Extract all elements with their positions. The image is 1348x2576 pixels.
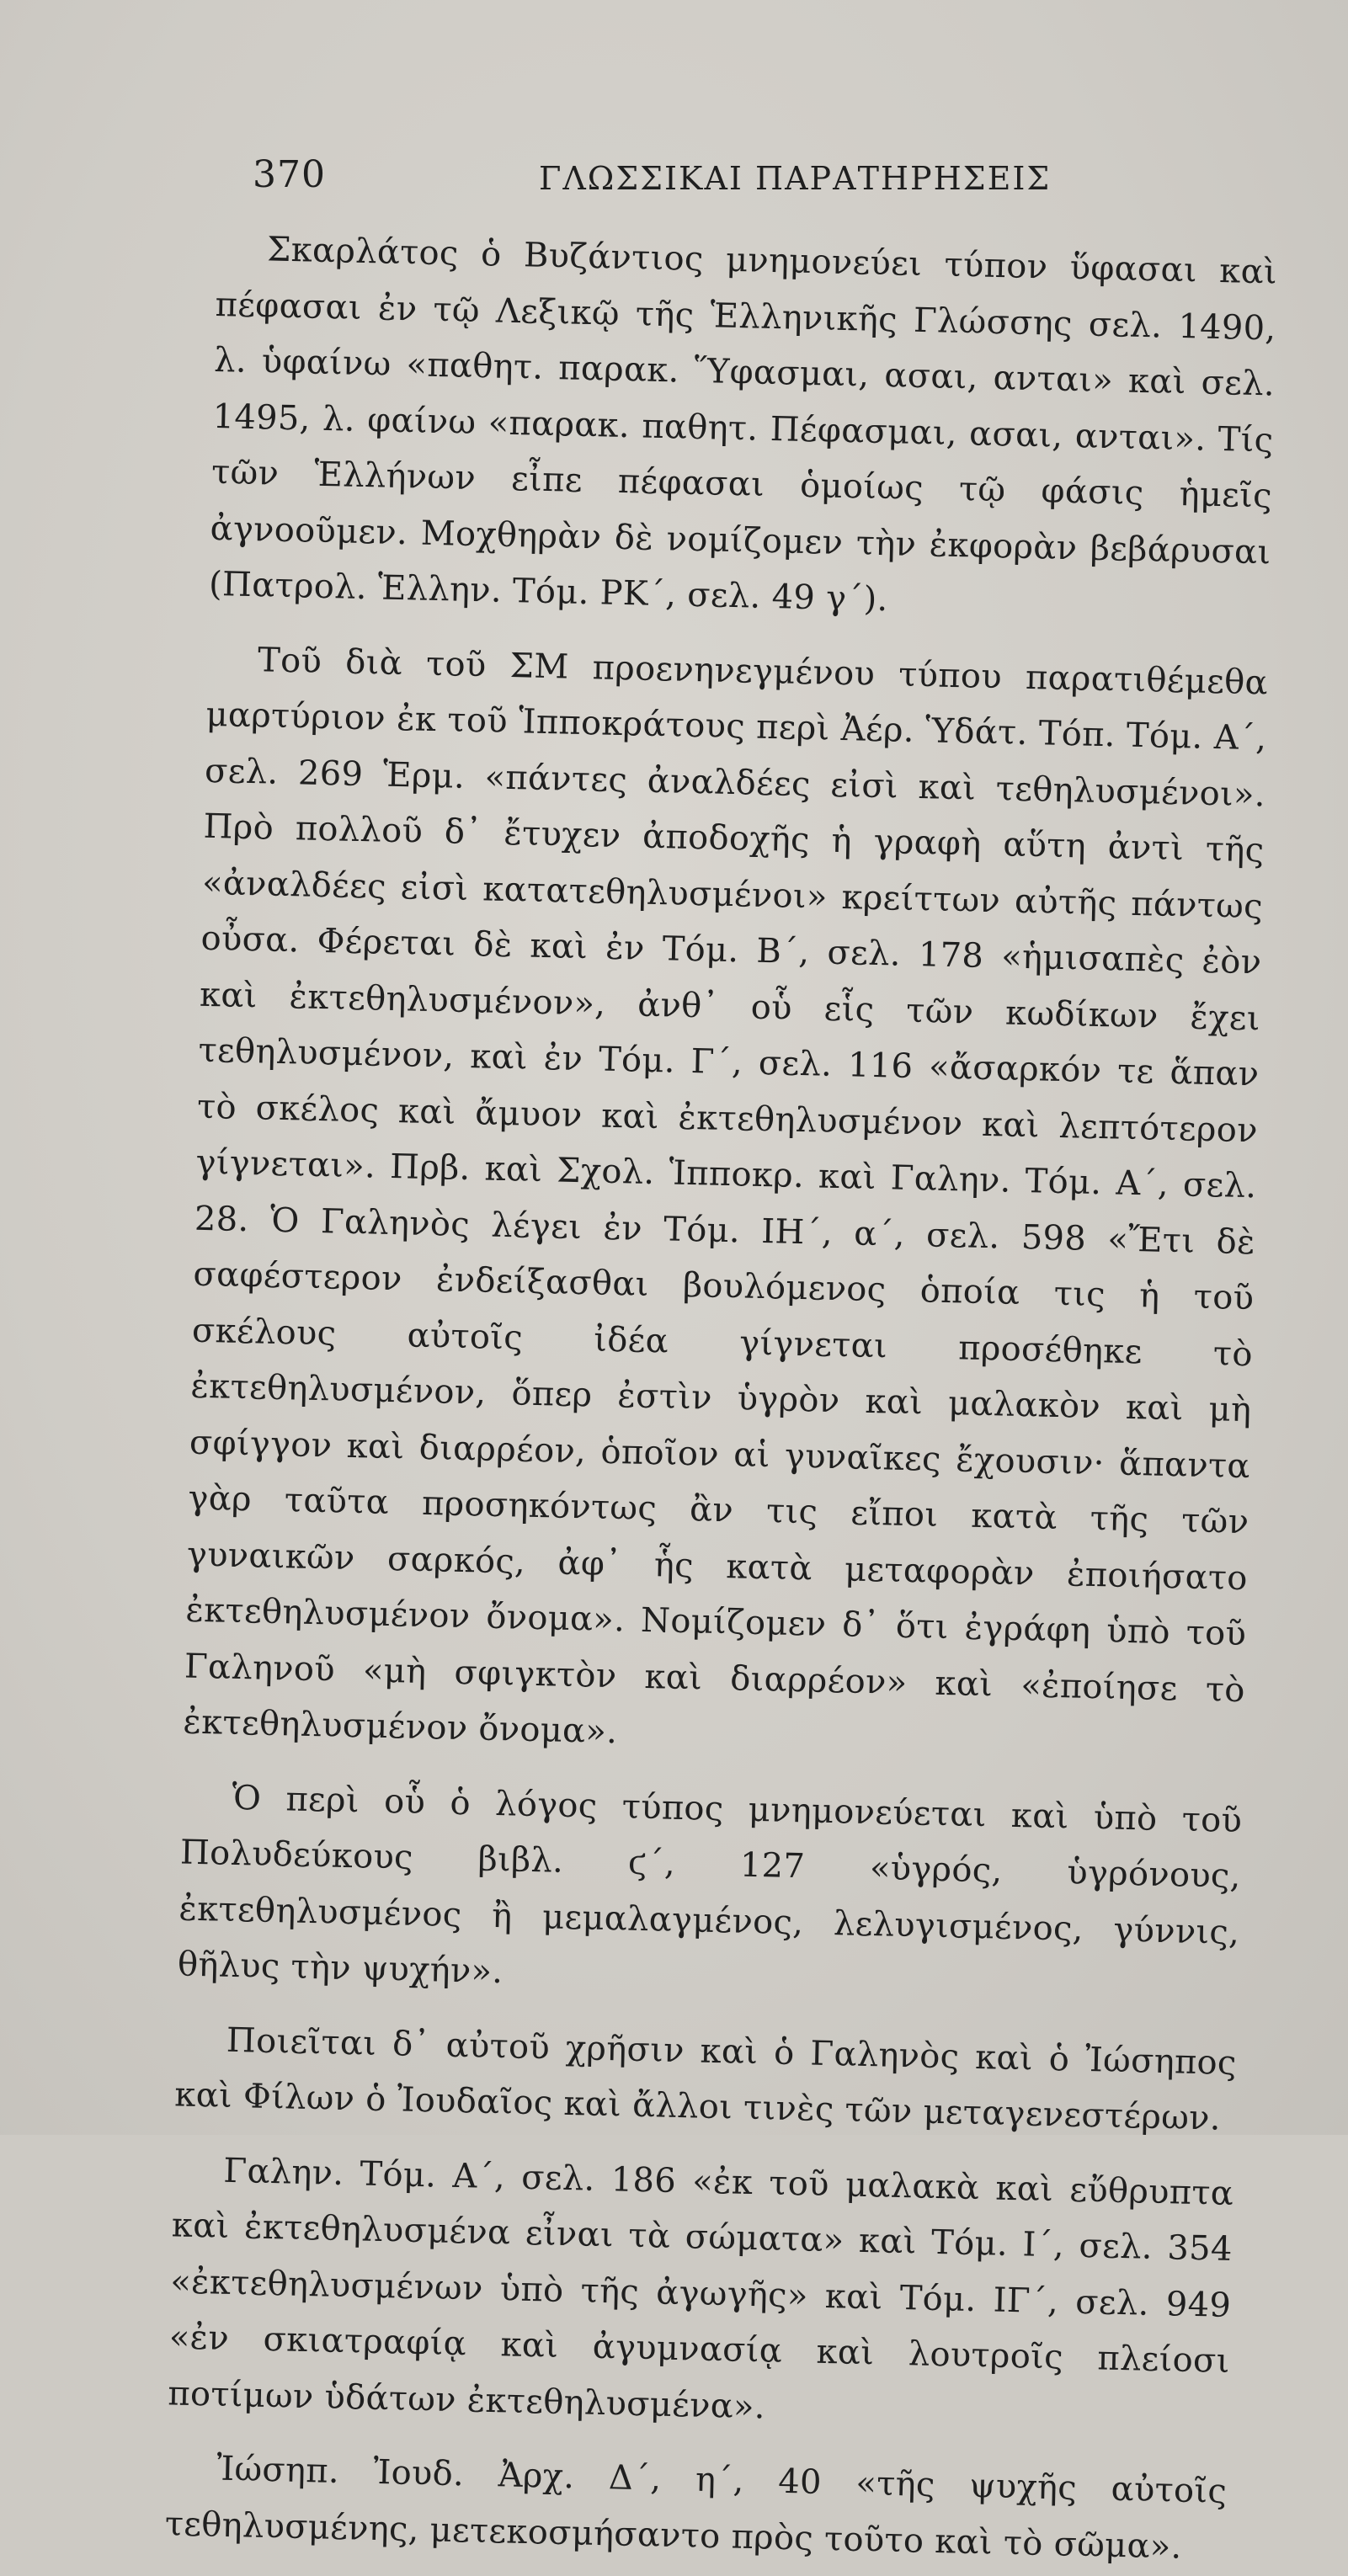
paragraph-usage: Ποιεῖται δ᾽ αὐτοῦ χρῆσιν καὶ ὁ Γαληνὸς καὶ ὁ Ἰώσηπος καὶ Φίλων ὁ Ἰουδαῖος καὶ ἄλλοι τινὲς τῶν μεταγενεστέρων. [173, 2020, 1238, 2138]
paragraph-skarlatos: Σκαρλάτος ὁ Βυζάντιος μνημονεύει τύπον ὕφασαι καὶ πέφασαι ἐν τῷ Λεξικῷ τῆς Ἑλληνικῆς Γλώσσης σελ. 1490, λ. ὑφαίνω «παθητ. παρακ. Ὕφασμαι, ασαι, ανται» καὶ σελ. 1495, λ. φαίνω «παρακ. παθητ. Πέφασμαι, ασαι, ανται». Τίς τῶν Ἑλλήνων εἶπε πέφασαι ὁμοίως τῷ φάσις ἡμεῖς ἀγνοοῦμεν. Μοχθηρὰν δὲ νομίζομεν τὴν ἐκφορὰν βεβάρυσαι (Πατρολ. Ἑλλην. Τόμ. ΡΚ΄, σελ. 49 γ΄). [208, 230, 1278, 620]
page-number: 370 [253, 153, 326, 196]
paragraph-polydeukes: Ὁ περὶ οὗ ὁ λόγος τύπος μνημονεύεται καὶ ὑπὸ τοῦ Πολυδεύκους βιβλ. ϛ΄, 127 «ὑγρός, ὑγρόνους, ἐκτεθηλυσμένος ἢ μεμαλαγμένος, λελυγισμένος, γύννις, θῆλυς τὴν ψυχήν». [177, 1778, 1243, 1992]
running-title: ΓΛΩΣΣΙΚΑΙ ΠΑΡΑΤΗΡΗΣΕΙΣ [539, 160, 1052, 197]
page-header [0, 141, 1348, 209]
paragraph-josephus: Ἰώσηπ. Ἰουδ. Ἀρχ. Δ΄, η΄, 40 «τῆς ψυχῆς αὐτοῖς τεθηλυσμένης, μετεκοσμήσαντο πρὸς τοῦτο καὶ τὸ σῶμα». [164, 2449, 1228, 2567]
body-text [164, 221, 1278, 2576]
paragraph-hippocrates: Τοῦ διὰ τοῦ ΣΜ προενηνεγμένου τύπου παρατιθέμεθα μαρτύριον ἐκ τοῦ Ἱπποκράτους περὶ Ἀέρ. Ὑδάτ. Τόπ. Τόμ. Α΄, σελ. 269 Ἑρμ. «πάντες ἀναλδέες εἰσὶ καὶ τεθηλυσμένοι». Πρὸ πολλοῦ δ᾽ ἔτυχεν ἀποδοχῆς ἡ γραφὴ αὕτη ἀντὶ τῆς «ἀναλδέες εἰσὶ κατατεθηλυσμένοι» κρείττων αὐτῆς πάντως οὖσα. Φέρεται δὲ καὶ ἐν Τόμ. Β΄, σελ. 178 «ἡμισαπὲς ἐὸν καὶ ἐκτεθηλυσμένον», ἀνθ᾽ οὗ εἷς τῶν κωδίκων ἔχει τεθηλυσμένον, καὶ ἐν Τόμ. Γ΄, σελ. 116 «ἄσαρκόν τε ἅπαν τὸ σκέλος καὶ ἄμυον καὶ ἐκτεθηλυσμένον καὶ λεπτότερον γίγνεται». Πρβ. καὶ Σχολ. Ἱπποκρ. καὶ Γαλην. Τόμ. Α΄, σελ. 28. Ὁ Γαληνὸς λέγει ἐν Τόμ. ΙΗ΄, α΄, σελ. 598 «Ἔτι δὲ σαφέστερον ἐνδείξασθαι βουλόμενος ὁποία τις ἡ τοῦ σκέλους αὐτοῖς ἰδέα γίγνεται προσέθηκε τὸ ἐκτεθηλυσμένον, ὅπερ ἐστὶν ὑγρὸν καὶ μαλακὸν καὶ μὴ σφίγγον καὶ διαρρέον, ὁποῖον αἱ γυναῖκες ἔχουσιν· ἅπαντα γὰρ ταῦτα προσηκόντως ἂν τις εἴποι κατὰ τῆς τῶν γυναικῶν σαρκός, ἀφ᾽ ἧς κατὰ μεταφορὰν ἐποιήσατο ἐκτεθηλυσμένον ὄνομα». Νομίζομεν δ᾽ ὅτι ἐγράφη ὑπὸ τοῦ Γαληνοῦ «μὴ σφιγκτὸν καὶ διαρρέον» καὶ «ἐποίησε τὸ ἐκτεθηλυσμένον ὄνομα». [183, 640, 1269, 1752]
paragraph-galen-quotes: Γαλην. Τόμ. Α΄, σελ. 186 «ἐκ τοῦ μαλακὰ καὶ εὔθρυπτα καὶ ἐκτεθηλυσμένα εἶναι τὰ σώματα» καὶ Τόμ. Ι΄, σελ. 354 «ἐκτεθηλυσμένων ὑπὸ τῆς ἀγωγῆς» καὶ Τόμ. ΙΓ΄, σελ. 949 «ἐν σκιατραφίᾳ καὶ ἀγυμνασίᾳ καὶ λουτροῖς πλείοσι ποτίμων ὑδάτων ἐκτεθηλυσμένα». [167, 2151, 1234, 2426]
